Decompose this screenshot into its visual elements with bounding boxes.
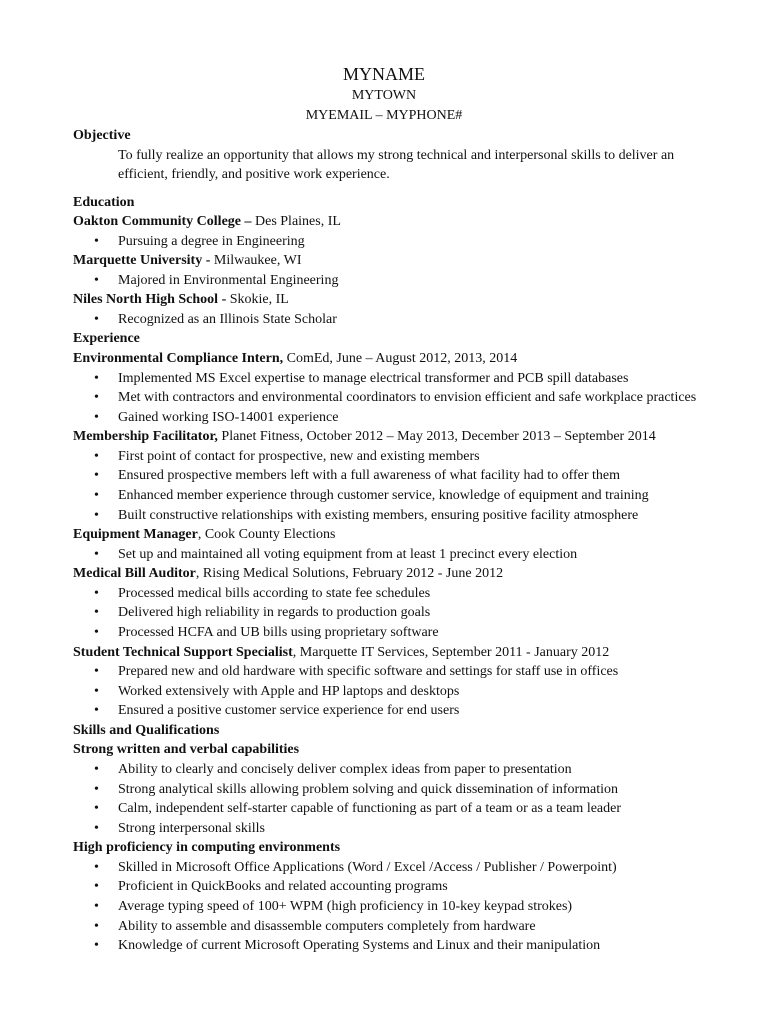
entry-title: Environmental Compliance Intern, <box>73 351 284 367</box>
bullet-icon: • <box>94 879 99 895</box>
bullet-icon: • <box>94 899 99 915</box>
bullet-icon: • <box>94 683 99 699</box>
list-item-text: Calm, independent self-starter capable of functioning as part of a team or as a team leader <box>118 801 622 817</box>
section-heading: Skills and Qualifications <box>73 722 220 738</box>
list-item-text: Processed HCFA and UB bills using proprietary software <box>118 625 439 640</box>
list-item-text: Set up and maintained all voting equipment from at least 1 precinct every election <box>118 546 578 562</box>
entry-title: Marquette University - <box>73 253 211 269</box>
bullet-icon: • <box>94 801 99 817</box>
list-item-text: Delivered high reliability in regards to production goals <box>118 605 431 621</box>
entry-title: High proficiency in computing environments <box>73 840 341 856</box>
bullet-icon: • <box>94 625 99 640</box>
bullet-icon: • <box>94 448 99 464</box>
entry-header <box>73 251 713 271</box>
entry-header <box>73 740 713 760</box>
bullet-list <box>73 584 713 643</box>
bullet-icon: • <box>94 585 99 601</box>
list-item <box>73 682 713 702</box>
entry-title: Medical Bill Auditor <box>73 566 196 582</box>
list-item <box>73 271 713 291</box>
entry-header <box>73 643 713 663</box>
entry-header <box>73 564 713 584</box>
list-item <box>73 858 713 878</box>
resume-document <box>73 62 713 956</box>
list-item-text: Enhanced member experience through customer service, knowledge of equipment and training <box>118 488 649 504</box>
list-item-text: Ability to assemble and disassemble computers completely from hardware <box>118 918 536 934</box>
bullet-icon: • <box>94 311 99 327</box>
bullet-list <box>73 545 713 565</box>
bullet-list <box>73 369 713 428</box>
list-item-text: Processed medical bills according to state fee schedules <box>118 585 431 601</box>
list-item <box>73 780 713 800</box>
bullet-icon: • <box>94 703 99 719</box>
bullet-list <box>73 858 713 956</box>
entry-detail: Milwaukee, WI <box>210 253 302 269</box>
bullet-list <box>73 271 713 291</box>
list-item <box>73 877 713 897</box>
entry-detail: , Rising Medical Solutions, February 2012 - June 2012 <box>195 566 504 582</box>
list-item <box>73 584 713 604</box>
list-item <box>73 662 713 682</box>
list-item-text: Strong analytical skills allowing problem solving and quick dissemination of information <box>118 781 619 797</box>
objective-text <box>73 146 713 185</box>
section-heading: Experience <box>73 331 140 347</box>
bullet-icon: • <box>94 761 99 777</box>
list-item <box>73 369 713 389</box>
list-item-text: Gained working ISO-14001 experience <box>118 409 339 425</box>
list-item <box>73 408 713 428</box>
section-education <box>73 193 713 330</box>
list-item-text: Recognized as an Illinois State Scholar <box>118 311 337 327</box>
list-item <box>73 897 713 917</box>
list-item <box>73 623 713 643</box>
bullet-list <box>73 447 713 525</box>
list-item <box>73 799 713 819</box>
list-item-text: Pursuing a degree in Engineering <box>118 233 305 249</box>
bullet-icon: • <box>94 918 99 934</box>
resume-name: MYNAME <box>342 64 425 84</box>
entry-title: Equipment Manager <box>73 527 198 543</box>
entry-title: Oakton Community College – <box>73 214 252 230</box>
entry-detail: Planet Fitness, October 2012 – May 2013, December 2013 – September 2014 <box>217 429 656 445</box>
bullet-icon: • <box>94 859 99 875</box>
list-item <box>73 760 713 780</box>
list-item <box>73 447 713 467</box>
bullet-icon: • <box>94 605 99 621</box>
bullet-icon: • <box>94 546 99 562</box>
list-item <box>73 506 713 526</box>
list-item-text: Ability to clearly and concisely deliver complex ideas from paper to presentation <box>118 761 572 777</box>
entry-header <box>73 290 713 310</box>
list-item-text: Knowledge of current Microsoft Operating Systems and Linux and their manipulation <box>118 938 601 954</box>
bullet-list <box>73 662 713 721</box>
entry-header <box>73 427 713 447</box>
list-item-text: First point of contact for prospective, new and existing members <box>118 448 480 464</box>
list-item-text: Strong interpersonal skills <box>118 820 265 836</box>
bullet-icon: • <box>94 507 99 523</box>
bullet-list <box>73 232 713 252</box>
list-item <box>73 701 713 721</box>
bullet-icon: • <box>94 468 99 484</box>
list-item <box>73 917 713 937</box>
section-skills-and-qualifications <box>73 721 713 956</box>
entry-detail: Des Plaines, IL <box>251 214 341 230</box>
entry-title: Student Technical Support Specialist <box>73 644 293 660</box>
entry-header <box>73 838 713 858</box>
list-item-text: Proficient in QuickBooks and related accounting programs <box>118 879 448 895</box>
bullet-icon: • <box>94 272 99 288</box>
bullet-icon: • <box>94 488 99 504</box>
entry-title: Strong written and verbal capabilities <box>73 742 300 758</box>
section-heading: Education <box>73 194 135 210</box>
list-item <box>73 232 713 252</box>
entry-title: Niles North High School - <box>73 292 227 308</box>
list-item-text: Worked extensively with Apple and HP laptops and desktops <box>118 683 460 699</box>
entry-detail: , Cook County Elections <box>197 527 336 543</box>
list-item <box>73 936 713 956</box>
bullet-icon: • <box>94 938 99 954</box>
list-item-text: Built constructive relationships with existing members, ensuring positive facility atmosphere <box>118 507 639 523</box>
entry-detail: , Marquette IT Services, September 2011 - January 2012 <box>292 644 610 660</box>
entry-title: Membership Facilitator, <box>73 429 218 445</box>
resume-contact: MYEMAIL – MYPHONE# <box>305 108 463 123</box>
list-item <box>73 388 713 408</box>
list-item-text: Implemented MS Excel expertise to manage electrical transformer and PCB spill databases <box>118 370 629 386</box>
objective-line: To fully realize an opportunity that allows my strong technical and interpersonal skills to deliver an <box>118 147 675 163</box>
bullet-icon: • <box>94 233 99 249</box>
entry-detail: Skokie, IL <box>226 292 289 308</box>
bullet-icon: • <box>94 781 99 797</box>
objective-line: efficient, friendly, and positive work experience. <box>118 167 390 183</box>
list-item-text: Ensured a positive customer service experience for end users <box>118 703 460 719</box>
entry-header <box>73 349 713 369</box>
bullet-list <box>73 310 713 330</box>
bullet-icon: • <box>94 820 99 836</box>
section-experience <box>73 329 713 720</box>
list-item <box>73 466 713 486</box>
bullet-icon: • <box>94 370 99 386</box>
bullet-icon: • <box>94 390 99 406</box>
list-item-text: Met with contractors and environmental coordinators to envision efficient and safe workplace practices <box>118 390 697 406</box>
list-item <box>73 819 713 839</box>
entry-header <box>73 525 713 545</box>
list-item <box>73 486 713 506</box>
list-item-text: Skilled in Microsoft Office Applications (Word / Excel /Access / Publisher / Powerpoint) <box>118 859 617 875</box>
objective-heading: Objective <box>73 128 131 143</box>
entry-header <box>73 212 713 232</box>
list-item <box>73 545 713 565</box>
entry-detail: ComEd, June – August 2012, 2013, 2014 <box>283 351 518 367</box>
list-item-text: Majored in Environmental Engineering <box>118 272 339 288</box>
bullet-icon: • <box>94 409 99 425</box>
resume-town: MYTOWN <box>351 88 417 103</box>
list-item <box>73 310 713 330</box>
bullet-list <box>73 760 713 838</box>
list-item-text: Average typing speed of 100+ WPM (high proficiency in 10-key keypad strokes) <box>118 899 573 915</box>
list-item <box>73 603 713 623</box>
list-item-text: Ensured prospective members left with a full awareness of what facility had to offer them <box>118 468 621 484</box>
bullet-icon: • <box>94 664 99 680</box>
list-item-text: Prepared new and old hardware with specific software and settings for staff use in offices <box>118 664 619 680</box>
resume-sections <box>73 193 713 956</box>
